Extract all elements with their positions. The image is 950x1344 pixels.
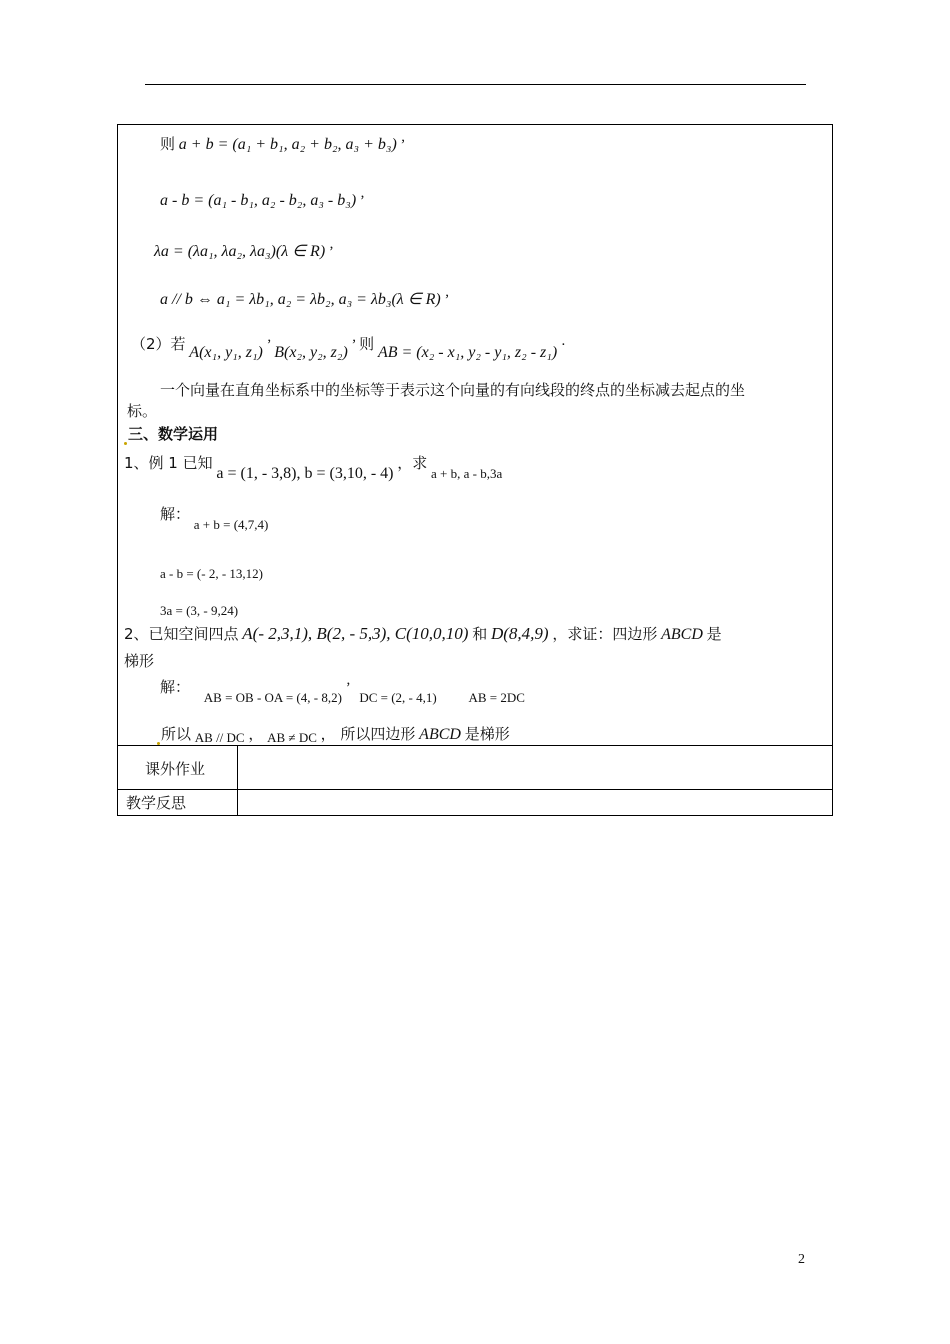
cell-separator: [237, 745, 238, 789]
lesson-content-box: [117, 124, 833, 746]
example-1-solution-2: [160, 564, 263, 584]
text-and: 和: [472, 625, 488, 643]
solution-difference: a - b = (- 2, - 13,12): [160, 566, 263, 581]
conclusion-prefix: 所以: [161, 725, 192, 743]
parallel-relation: AB // DC: [194, 730, 245, 745]
punct: ’: [351, 337, 356, 353]
paragraph-line-2: 标。: [127, 402, 158, 420]
punct: ’: [359, 193, 365, 209]
quadrilateral-name: ABCD: [419, 726, 461, 743]
page-number: 2: [798, 1252, 805, 1267]
formula-ab: AB = (x₂ - x₁, y₂ - y₁, z₂ - z₁): [377, 344, 558, 361]
row-homework: [117, 745, 833, 790]
text-prove: ，求证：四边形: [552, 625, 658, 643]
text-then: 则: [359, 335, 375, 353]
row-reflection-label: 教学反思: [126, 794, 187, 812]
point-d: D(8,4,9): [490, 624, 549, 643]
text-then: 则: [160, 135, 176, 153]
point-b: B(x₂, y₂, z₂): [274, 344, 348, 361]
header-rule: [145, 84, 806, 85]
item-2-prefix: （2）若: [131, 335, 186, 353]
example-1-given: a = (1, - 3,8), b = (3,10, - 4): [216, 465, 394, 482]
example-1-solution-3: [160, 601, 238, 621]
conclusion-mid: ， 所以四边形: [320, 725, 416, 743]
row-reflection: [117, 789, 833, 816]
punct: ，: [248, 725, 264, 743]
example-1-solution-1: [160, 504, 269, 532]
formula-line-add: [160, 134, 406, 155]
solution-dc: DC = (2, - 4,1): [359, 690, 437, 705]
formula-add: a + b = (a₁ + b₁, a₂ + b₂, a₃ + b₃): [178, 136, 397, 153]
example-1-line: [124, 453, 503, 482]
example-2-line: [124, 624, 722, 645]
example-2-conclusion: [157, 724, 510, 745]
formula-sub: a - b = (a₁ - b₁, a₂ - b₂, a₃ - b₃): [160, 192, 357, 209]
solution-sum: a + b = (4,7,4): [193, 517, 269, 532]
example-1-seek: a + b, a - b,3a: [431, 466, 503, 481]
solution-scalar: 3a = (3, - 9,24): [160, 603, 239, 618]
punct: ·: [560, 337, 566, 353]
quadrilateral-name: ABCD: [661, 626, 703, 643]
formula-line-sub: [160, 191, 365, 211]
example-2-points: A(- 2,3,1), B(2, - 5,3), C(10,0,10): [242, 624, 469, 643]
formula-scalar: λa = (λa₁, λa₂, λa₃)(λ ∈ R): [154, 243, 326, 260]
example-2-prefix: 2、已知空间四点: [124, 625, 239, 643]
not-equal-relation: AB ≠ DC: [267, 730, 317, 745]
paragraph-line-1: 一个向量在直角坐标系中的坐标等于表示这个向量的有向线段的终点的坐标减去起点的坐: [160, 381, 746, 399]
formula-line-scalar: [154, 242, 334, 262]
punct: ’: [400, 137, 406, 153]
section-heading-text: 三、数学运用: [128, 425, 219, 443]
row-homework-label: 课外作业: [145, 760, 206, 778]
solution-label: 解：: [160, 505, 191, 523]
formula-line-parallel: [160, 290, 450, 310]
punct: ’: [328, 244, 334, 260]
example-2-solution: [160, 677, 525, 705]
punct: ’: [444, 292, 450, 308]
solution-relation: AB = 2DC: [468, 690, 525, 705]
example-2-line-2: 梯形: [124, 652, 155, 670]
section-heading: [124, 424, 218, 445]
formula-parallel: a // b ⇔ a₁ = λb₁, a₂ = λb₂, a₃ = λb₃(λ ∈ R): [160, 291, 441, 308]
example-1-prefix: 1、例 1 已知: [124, 454, 213, 472]
punct: ’: [345, 680, 350, 696]
marker-dot: [124, 442, 127, 445]
example-1-seek-prefix: ，求: [397, 454, 428, 472]
text-is: 是: [706, 625, 722, 643]
coordinate-line: [131, 334, 566, 361]
punct: ’: [266, 337, 271, 353]
cell-separator: [237, 789, 238, 815]
solution-label: 解：: [160, 678, 191, 696]
point-a: A(x₁, y₁, z₁): [189, 344, 263, 361]
solution-ab: AB = OB - OA = (4, - 8,2): [203, 690, 342, 705]
conclusion-end: 是梯形: [464, 725, 510, 743]
